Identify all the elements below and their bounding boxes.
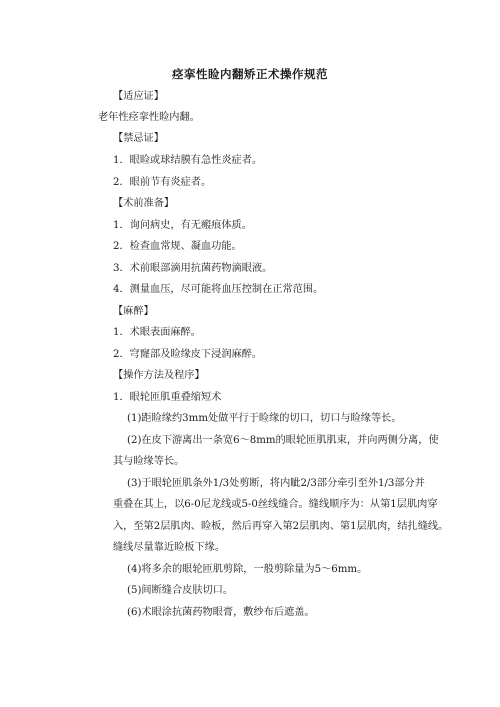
text-line: 老年性痉挛性睑内翻。: [98, 112, 200, 123]
text-line: (5)间断缝合皮肤切口。: [127, 585, 234, 596]
text-line: 4．测量血压，尽可能将血压控制在正常范围。: [113, 284, 324, 295]
text-line: (2)在皮下游离出一条宽6～8mm的眼轮匝肌肌束，并向两侧分离，使: [127, 435, 439, 446]
text-line: 入，至第2层肌肉、睑板，然后再穿入第2层肌肉、第1层肌肉，结扎缝线。: [113, 521, 449, 532]
text-line: 2．穹窿部及睑缘皮下浸润麻醉。: [113, 349, 263, 360]
text-line: 2．检查血常规、凝血功能。: [113, 241, 242, 252]
text-line: (6)术眼涂抗菌药物眼膏，敷纱布后遮盖。: [127, 607, 315, 618]
section-heading: 【操作方法及程序】: [113, 370, 205, 381]
text-line: 缝线尽量靠近睑板下缘。: [113, 542, 226, 553]
section-heading: 【术前准备】: [113, 198, 175, 209]
text-line: 其与睑缘等长。: [113, 456, 185, 467]
text-line: 重叠在其上，以6-0尼龙线或5-0丝线缝合。缝线顺序为：从第1层肌肉穿: [113, 499, 438, 510]
text-line: (3)于眼轮匝肌条外1/3处剪断，将内眦2/3部分牵引至外1/3部分并: [127, 478, 425, 489]
text-line: (4)将多余的眼轮匝肌剪除，一般剪除量为5～6mm。: [127, 564, 368, 575]
text-line: 1．询问病史，有无瘢痕体质。: [113, 220, 252, 231]
text-line: 2．眼前节有炎症者。: [113, 177, 212, 188]
document-title: 痉挛性睑内翻矫正术操作规范: [172, 67, 328, 81]
text-line: 3．术前眼部滴用抗菌药物滴眼液。: [113, 263, 273, 274]
section-heading: 【适应证】: [113, 91, 164, 102]
text-line: 1．眼睑或球结膜有急性炎症者。: [113, 155, 263, 166]
section-heading: 【麻醉】: [113, 306, 154, 317]
section-heading: 【禁忌证】: [113, 133, 164, 144]
text-line: 1．术眼表面麻醉。: [113, 327, 201, 338]
text-line: 1．眼轮匝肌重叠缩短术: [113, 392, 222, 403]
text-line: (1)距睑缘约3mm处做平行于睑缘的切口，切口与睑缘等长。: [127, 413, 402, 424]
